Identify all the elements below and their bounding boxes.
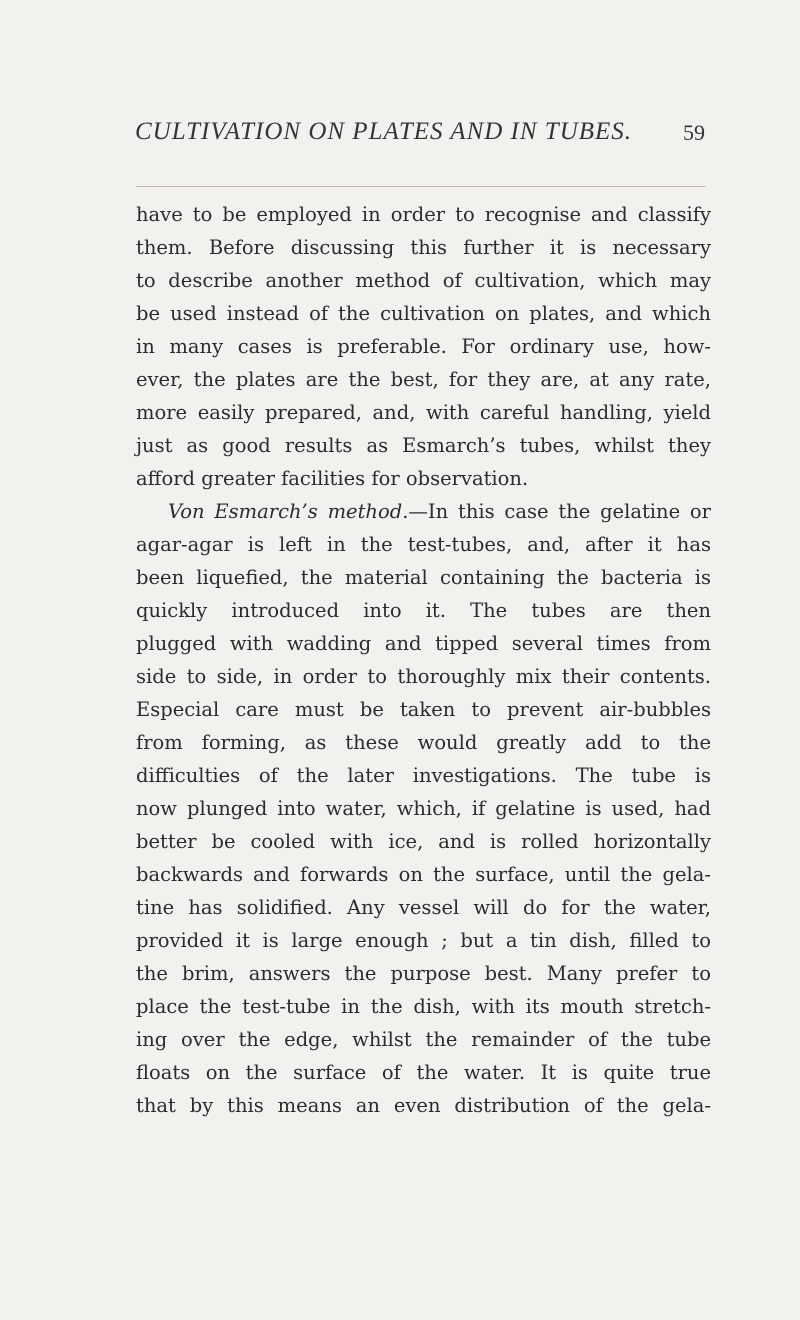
text-line: now plunged into water, which, if gelatine is used, had [136, 797, 711, 820]
text-line: quickly introduced into it. The tubes are then [136, 599, 711, 622]
text-line: floats on the surface of the water. It is quite true [136, 1061, 711, 1084]
text-line: to describe another method of cultivation, which may [136, 269, 711, 292]
page-number: 59 [683, 120, 705, 145]
paragraph-start-line [136, 495, 711, 528]
text-line: the brim, answers the purpose best. Many prefer to [136, 962, 711, 985]
body-text [136, 198, 711, 1122]
section-heading: Von Esmarch’s method. [168, 500, 409, 523]
text-line: in many cases is preferable. For ordinary use, how- [136, 335, 711, 358]
text-line: ever, the plates are the best, for they are, at any rate, [136, 368, 711, 391]
text-line: better be cooled with ice, and is rolled horizontally [136, 830, 711, 853]
text-line: more easily prepared, and, with careful handling, yield [136, 401, 711, 424]
header-rule [136, 186, 706, 187]
text-line: afford greater facilities for observation. [136, 467, 529, 490]
text-line: agar-agar is left in the test-tubes, and, after it has [136, 533, 711, 556]
text-line: tine has solidified. Any vessel will do for the water, [136, 896, 711, 919]
text-line: provided it is large enough ; but a tin dish, filled to [136, 929, 711, 952]
text-line: side to side, in order to thoroughly mix their contents. [136, 665, 711, 688]
text-line: difficulties of the later investigations. The tube is [136, 764, 711, 787]
text-line: ing over the edge, whilst the remainder of the tube [136, 1028, 711, 1051]
running-head [135, 118, 705, 158]
text-line: have to be employed in order to recognise and classify [136, 203, 711, 226]
text-line: plugged with wadding and tipped several times from [136, 632, 711, 655]
running-title: CULTIVATION ON PLATES AND IN TUBES. [135, 118, 633, 145]
text-line: backwards and forwards on the surface, until the gela- [136, 863, 711, 886]
text-line: from forming, as these would greatly add to the [136, 731, 711, 754]
text-line: that by this means an even distribution of the gela- [136, 1094, 711, 1117]
text-line: just as good results as Esmarch’s tubes, whilst they [136, 434, 711, 457]
text-line: been liquefied, the material containing the bacteria is [136, 566, 711, 589]
text-fragment: —In this case the gelatine or [408, 500, 711, 523]
text-line: place the test-tube in the dish, with its mouth stretch- [136, 995, 711, 1018]
text-line: them. Before discussing this further it is necessary [136, 236, 711, 259]
text-line: be used instead of the cultivation on plates, and which [136, 302, 711, 325]
text-line: Especial care must be taken to prevent air-bubbles [136, 698, 711, 721]
